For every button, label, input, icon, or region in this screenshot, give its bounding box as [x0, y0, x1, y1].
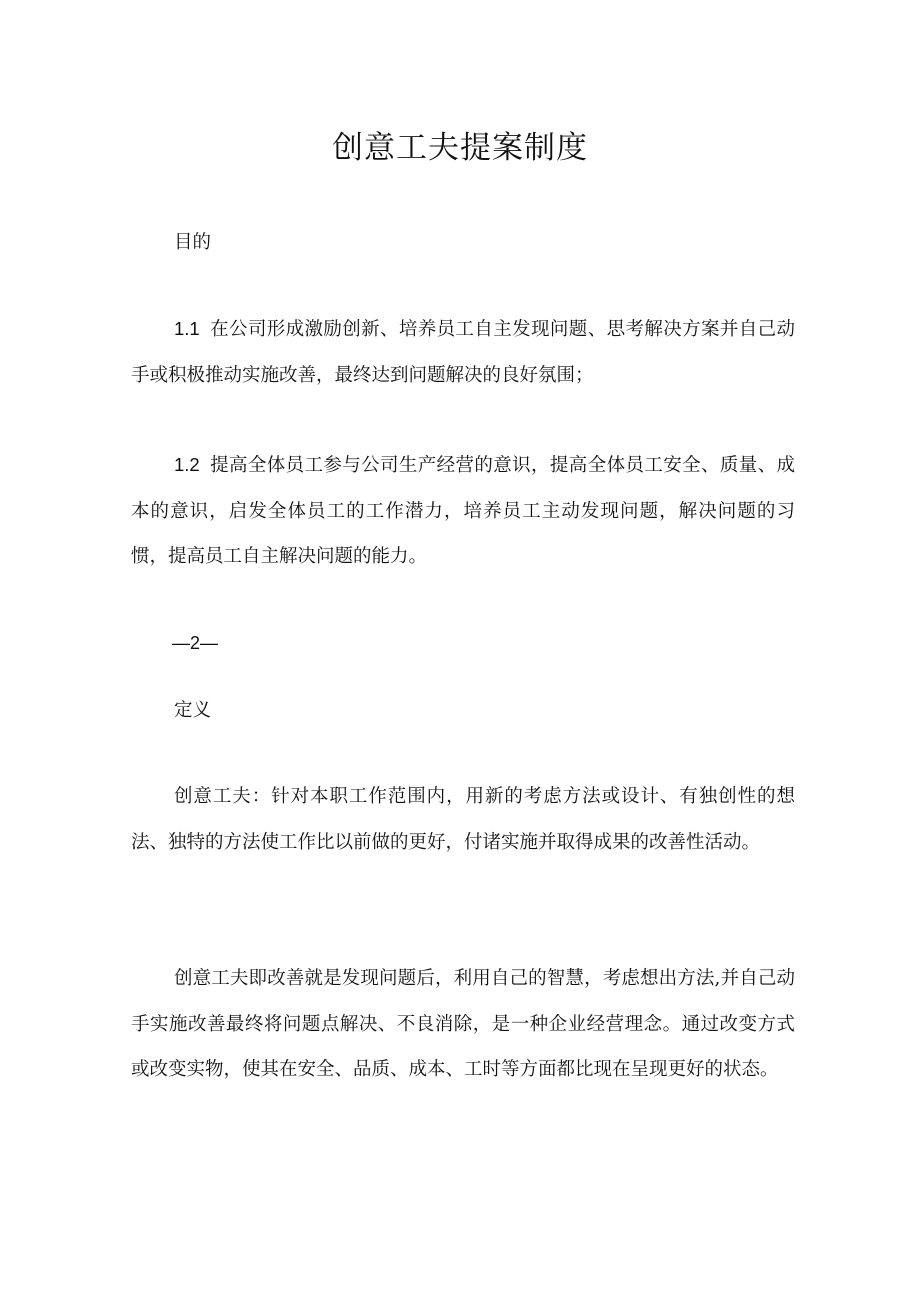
item-text-1-1: 在公司形成激励创新、培养员工自主发现问题、思考解决方案并自己动手或积极推动实施改善，最终达到问题解决的良好氛围； [131, 319, 795, 386]
paragraph-definition-1: 创意工夫：针对本职工作范围内，用新的考虑方法或设计、有独创性的想法、独特的方法使工作比以前做的更好，付诸实施并取得成果的改善性活动。 [131, 786, 795, 853]
section-heading-purpose: 目的 [174, 232, 212, 253]
section-heading-definition: 定义 [174, 700, 212, 721]
item-number-1-2: 1.2 [174, 454, 200, 475]
page-number-marker: —2— [172, 633, 219, 653]
paragraph-1-2 [131, 442, 795, 580]
paragraph-definition-2: 创意工夫即改善就是发现问题后，利用自己的智慧，考虑想出方法,并自己动手实施改善最终将问题点解决、不良消除，是一种企业经营理念。通过改变方式或改变实物，使其在安全、品质、成本、工时等方面都比现在呈现更好的状态。 [131, 968, 795, 1080]
paragraph-1-1 [131, 306, 795, 398]
item-text-1-2: 提高全体员工参与公司生产经营的意识，提高全体员工安全、质量、成本的意识，启发全体员工的工作潜力，培养员工主动发现问题，解决问题的习惯，提高员工自主解决问题的能力。 [131, 455, 795, 567]
document-title: 创意工夫提案制度 [332, 130, 588, 166]
item-number-1-1: 1.1 [174, 318, 200, 339]
